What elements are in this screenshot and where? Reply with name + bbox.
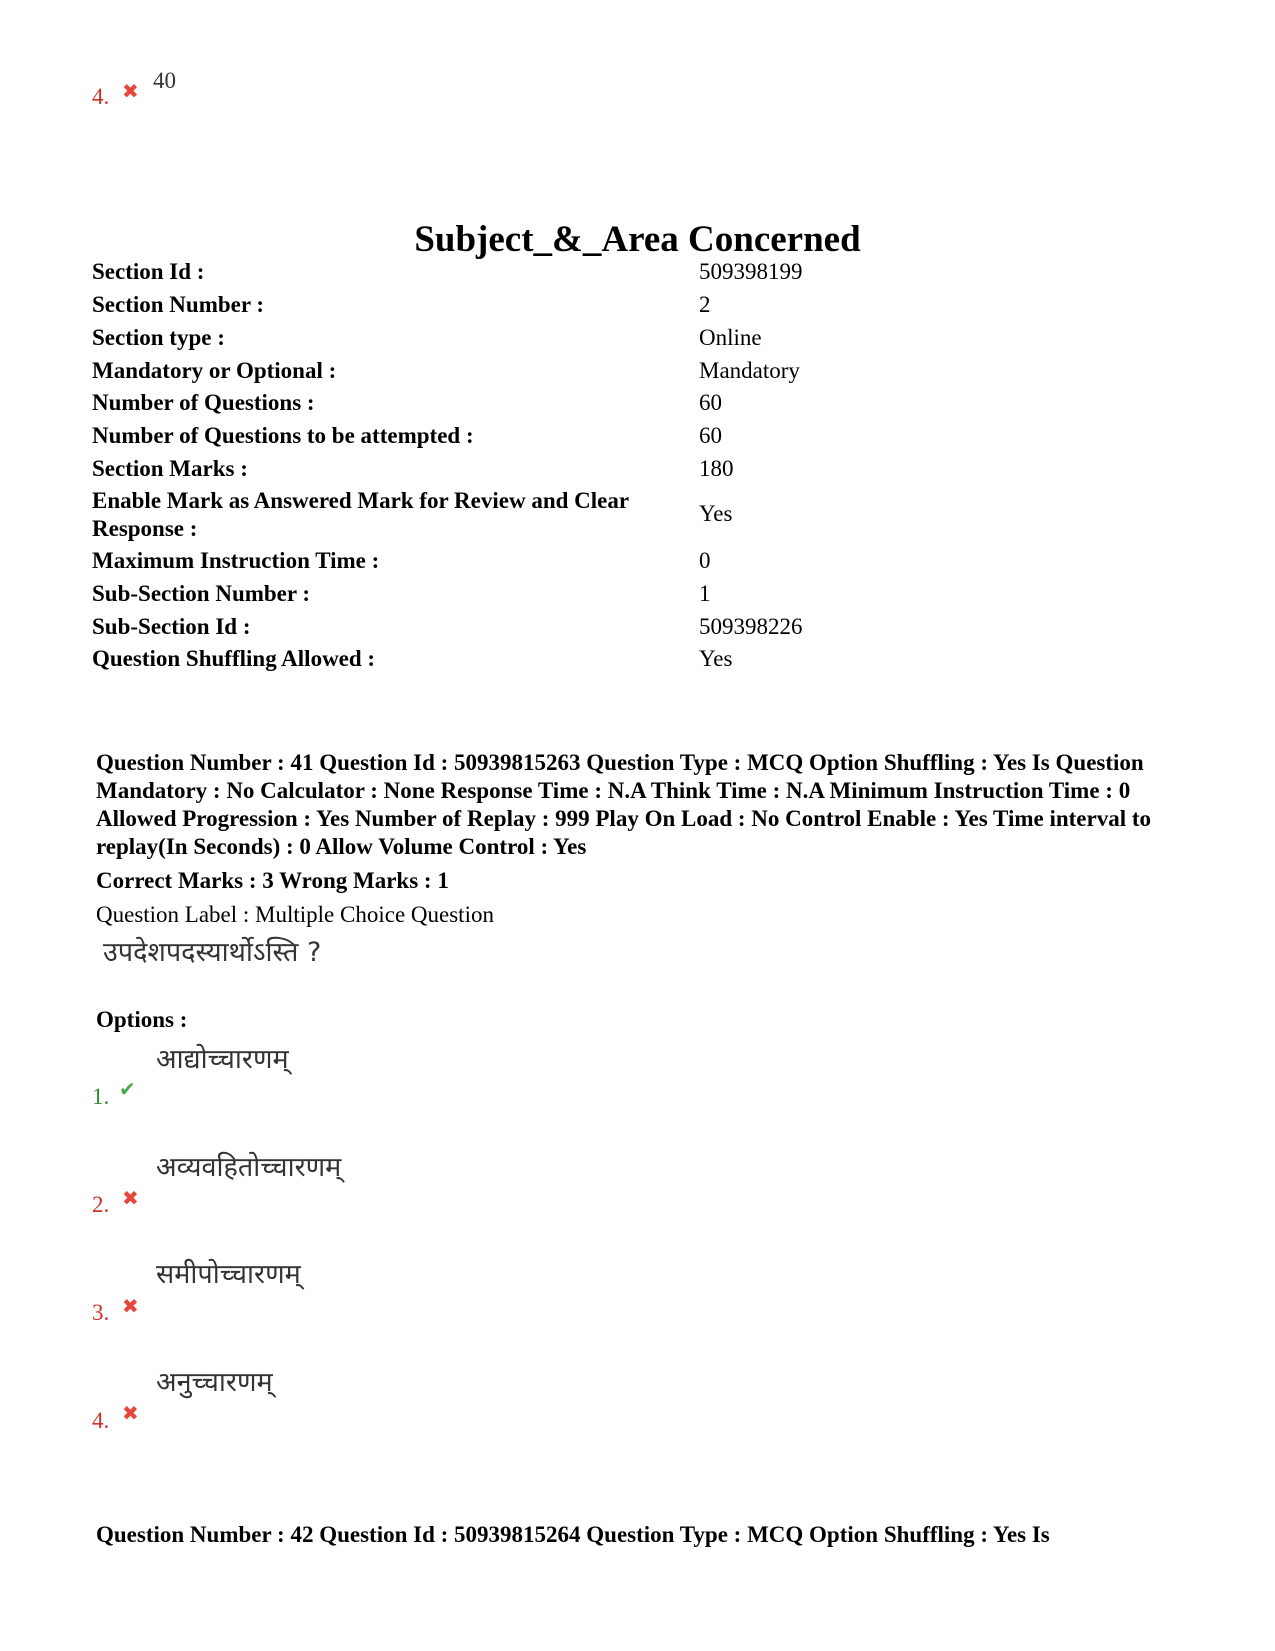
question-meta: Question Number : 41 Question Id : 50939815263 Question Type : MCQ Option Shuffling : Yes Is Question Mandatory : No Calculator : None Response Time : N.A Think Time : N.A Minimum Instruction Time : 0 Allowed Progression : Yes Number of Replay : 999 Play On Load : No Control Enable : Yes Time interval to replay(In Seconds) : 0 Allow Volume Control : Yes — [96, 750, 1152, 859]
info-value: 60 — [699, 423, 722, 448]
question-label: Question Label : Multiple Choice Question — [96, 902, 494, 927]
info-label: Enable Mark as Answered Mark for Review and Clear Response : — [92, 488, 629, 541]
info-label: Mandatory or Optional : — [92, 358, 337, 383]
info-value: 60 — [699, 390, 722, 415]
info-label: Section Id : — [92, 259, 205, 284]
option-3-number: 3. — [92, 1300, 110, 1325]
prev-option-number: 4. — [92, 84, 110, 109]
prev-option-text: 40 — [153, 68, 176, 93]
next-question-meta: Question Number : 42 Question Id : 50939815264 Question Type : MCQ Option Shuffling : Yes Is — [96, 1522, 1050, 1547]
info-label: Maximum Instruction Time : — [92, 548, 380, 573]
info-value: Yes — [699, 501, 733, 526]
info-label: Section Marks : — [92, 456, 248, 481]
info-value: 2 — [699, 292, 711, 317]
option-1-text: आद्योच्चारणम् — [156, 1044, 289, 1075]
info-label: Number of Questions : — [92, 390, 315, 415]
check-mark-icon: ✔ — [119, 1077, 136, 1101]
cross-mark-icon: ✖ — [122, 1294, 139, 1318]
info-label: Sub-Section Id : — [92, 614, 251, 639]
info-label: Sub-Section Number : — [92, 581, 311, 606]
info-label: Section type : — [92, 325, 225, 350]
info-label: Section Number : — [92, 292, 265, 317]
info-value: Mandatory — [699, 358, 800, 383]
cross-mark-icon: ✖ — [122, 79, 139, 103]
option-2-number: 2. — [92, 1192, 110, 1217]
option-2-text: अव्यवहितोच्चारणम् — [156, 1152, 342, 1183]
cross-mark-icon: ✖ — [122, 1401, 139, 1425]
info-value: Yes — [699, 646, 733, 671]
option-3-text: समीपोच्चारणम् — [156, 1259, 301, 1290]
info-value: Online — [699, 325, 762, 350]
info-value: 1 — [699, 581, 711, 606]
option-4-text: अनुच्चारणम् — [156, 1367, 273, 1398]
info-label: Question Shuffling Allowed : — [92, 646, 376, 671]
option-4-number: 4. — [92, 1408, 110, 1433]
info-value: 0 — [699, 548, 711, 573]
info-value: 509398226 — [699, 614, 803, 639]
info-value: 180 — [699, 456, 734, 481]
options-heading: Options : — [96, 1007, 188, 1032]
info-label: Number of Questions to be attempted : — [92, 423, 474, 448]
section-title: Subject_&_Area Concerned — [414, 219, 861, 260]
question-marks: Correct Marks : 3 Wrong Marks : 1 — [96, 868, 449, 893]
info-value: 509398199 — [699, 259, 803, 284]
cross-mark-icon: ✖ — [122, 1186, 139, 1210]
question-text: उपदेशपदस्यार्थोऽस्ति ? — [103, 937, 322, 968]
option-1-number: 1. — [92, 1084, 110, 1109]
